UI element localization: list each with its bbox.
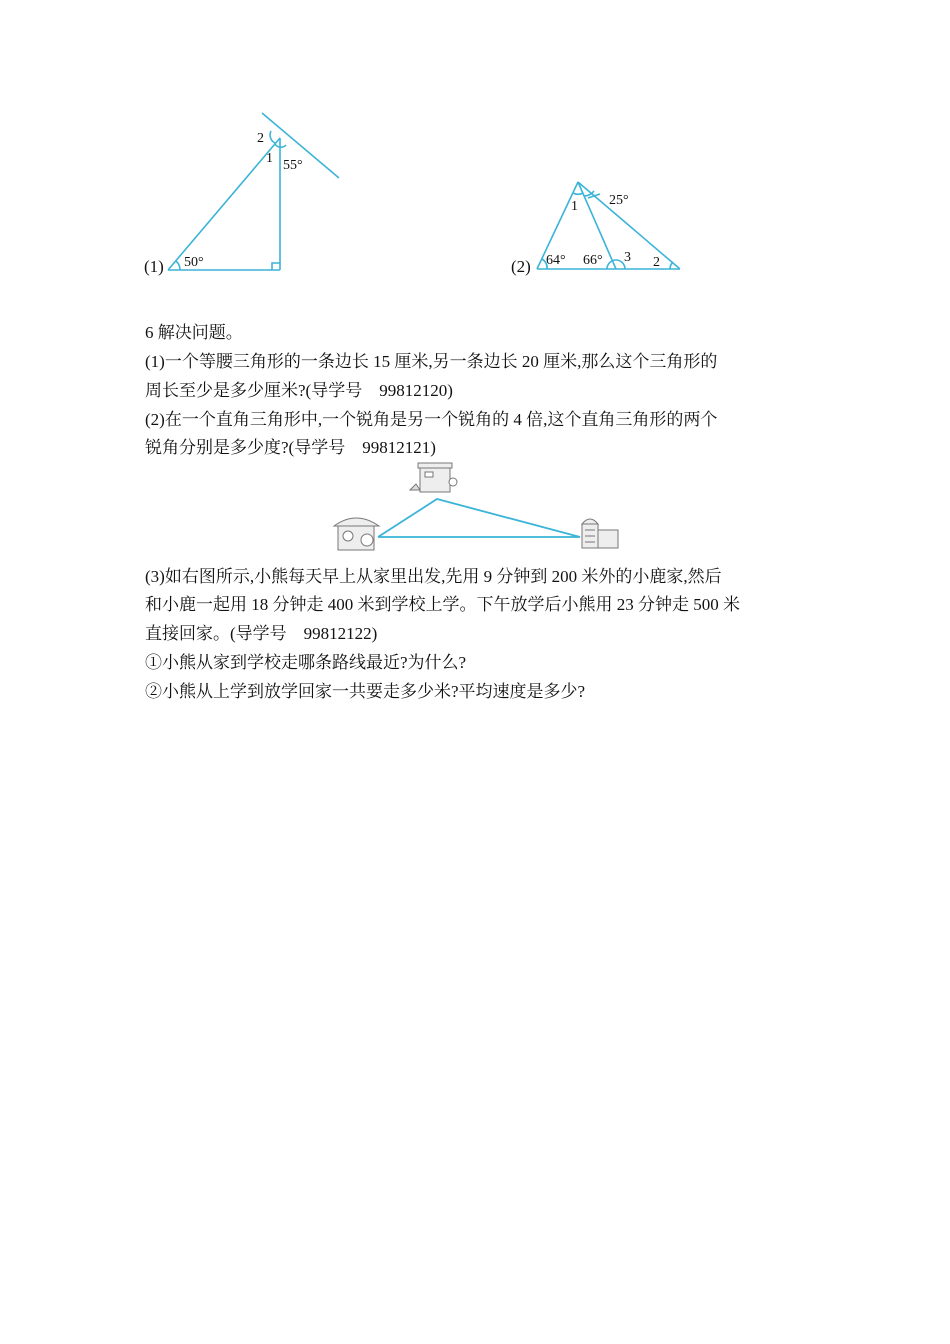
section-heading: 6 解决问题。 — [145, 323, 243, 342]
figure-label: (1) — [144, 257, 164, 276]
route-map-illustration — [330, 460, 625, 555]
bear-home-icon — [334, 518, 379, 550]
problem-text: (2)在一个直角三角形中,一个锐角是另一个锐角的 4 倍,这个直角三角形的两个 — [145, 410, 718, 429]
angle-label: 25° — [609, 193, 629, 208]
figure-2-triangle — [505, 170, 695, 280]
angle-label: 1 — [266, 151, 273, 166]
angle-label: 50° — [184, 255, 204, 270]
angle-label: 2 — [257, 131, 264, 146]
school-icon — [582, 519, 618, 548]
problem-text: 和小鹿一起用 18 分钟走 400 米到学校上学。下午放学后小熊用 23 分钟走 500 米 — [145, 595, 740, 614]
angle-label: 64° — [546, 253, 566, 268]
angle-label: 55° — [283, 158, 303, 173]
problem-text: (1)一个等腰三角形的一条边长 15 厘米,另一条边长 20 厘米,那么这个三角形的 — [145, 352, 718, 371]
problem-text: 周长至少是多少厘米?(导学号 99812120) — [145, 381, 453, 400]
problem-text: 锐角分别是多少度?(导学号 99812121) — [145, 438, 436, 457]
angle-label: 66° — [583, 253, 603, 268]
figure-label: (2) — [511, 257, 531, 276]
angle-label: 3 — [624, 250, 631, 265]
question-text: ①小熊从家到学校走哪条路线最近?为什么? — [145, 653, 467, 672]
problem-text: (3)如右图所示,小熊每天早上从家里出发,先用 9 分钟到 200 米外的小鹿家,然后 — [145, 567, 722, 586]
question-text: ②小熊从上学到放学回家一共要走多少米?平均速度是多少? — [145, 682, 586, 701]
problem-text: 直接回家。(导学号 99812122) — [145, 624, 378, 643]
figure-1-triangle — [140, 105, 360, 280]
deer-house-icon — [410, 463, 457, 492]
angle-label: 2 — [653, 255, 660, 270]
angle-label: 1 — [571, 199, 578, 214]
